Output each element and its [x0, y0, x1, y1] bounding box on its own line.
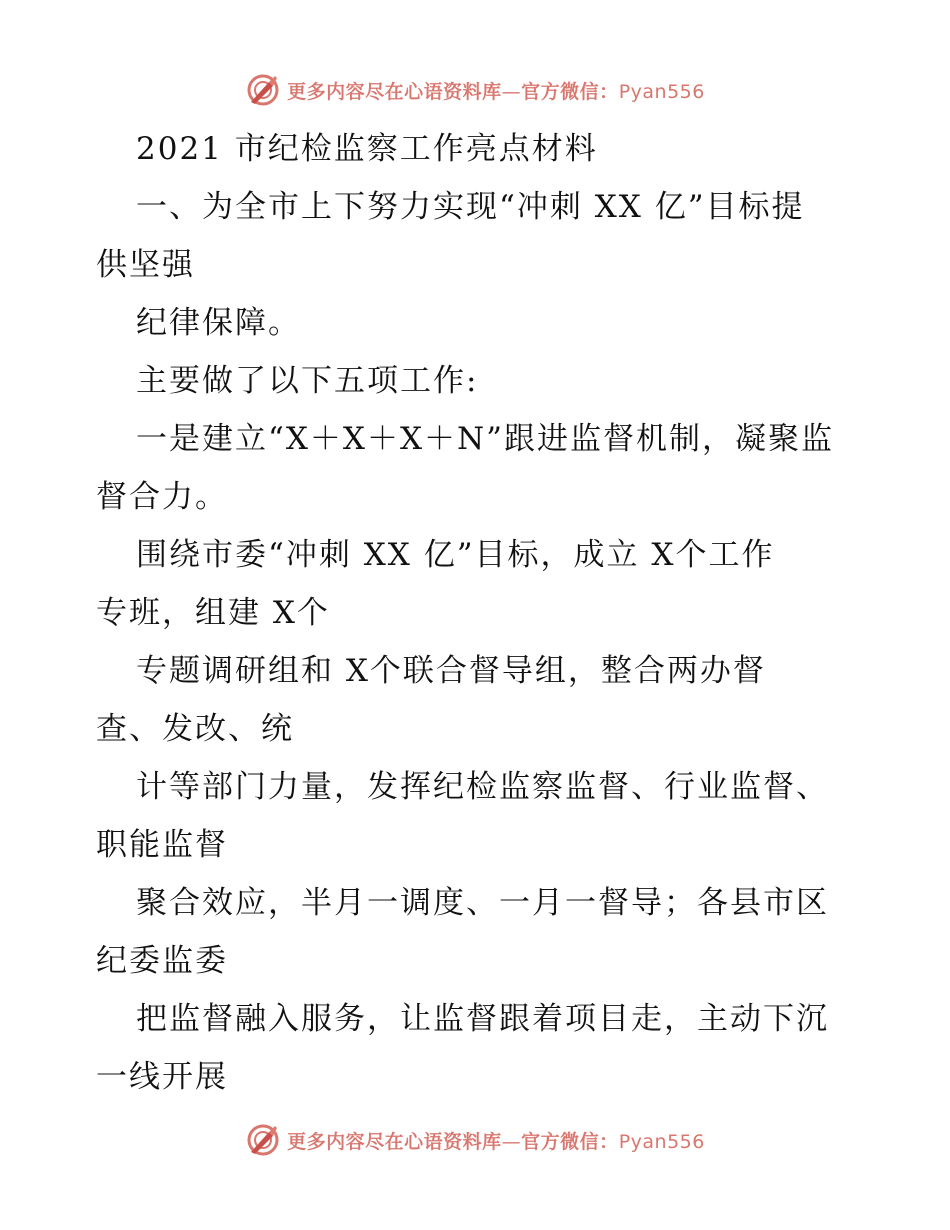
pen-logo-icon [245, 72, 281, 108]
text-line: 把监督融入服务，让监督跟着项目走，主动下沉 [136, 1001, 829, 1037]
text-line: 聚合效应，半月一调度、一月一督导；各县市区 [136, 885, 829, 921]
watermark-dash: — [501, 1130, 522, 1153]
text-line: 一线开展 [96, 1059, 228, 1095]
watermark-text [287, 77, 705, 104]
text-line: 供坚强 [96, 247, 195, 283]
document-body [96, 120, 866, 1106]
watermark-suffix: 官方微信： [521, 1130, 619, 1153]
watermark-slogan: 更多内容尽在心语资料库 [287, 80, 502, 103]
text-line: 纪律保障。 [136, 305, 301, 341]
text-line: 一是建立“X＋X＋X＋N”跟进监督机制，凝聚监 [136, 421, 835, 457]
footer-watermark [0, 1120, 950, 1160]
watermark-suffix: 官方微信： [521, 80, 619, 103]
watermark-dash: — [501, 80, 522, 103]
watermark-text [287, 1127, 705, 1154]
text-line: 督合力。 [96, 479, 228, 515]
text-line: 专题调研组和 X个联合督导组，整合两办督 [136, 653, 766, 689]
text-line: 查、发改、统 [96, 711, 294, 747]
text-line: 计等部门力量，发挥纪检监察监督、行业监督、 [136, 769, 829, 805]
text-line: 职能监督 [96, 827, 228, 863]
watermark-handle: Pyan556 [618, 80, 705, 103]
header-watermark [0, 70, 950, 110]
text-line: 围绕市委“冲刺 XX 亿”目标，成立 X个工作 [136, 537, 775, 573]
text-line: 专班，组建 X个 [96, 595, 330, 631]
text-line: 纪委监委 [96, 943, 228, 979]
text-line: 2021 市纪检监察工作亮点材料 [136, 131, 598, 167]
text-line: 主要做了以下五项工作: [136, 363, 479, 399]
text-line: 一、为全市上下努力实现“冲刺 XX 亿”目标提 [136, 189, 805, 225]
watermark-handle: Pyan556 [618, 1130, 705, 1153]
pen-logo-icon [245, 1122, 281, 1158]
watermark-slogan: 更多内容尽在心语资料库 [287, 1130, 502, 1153]
